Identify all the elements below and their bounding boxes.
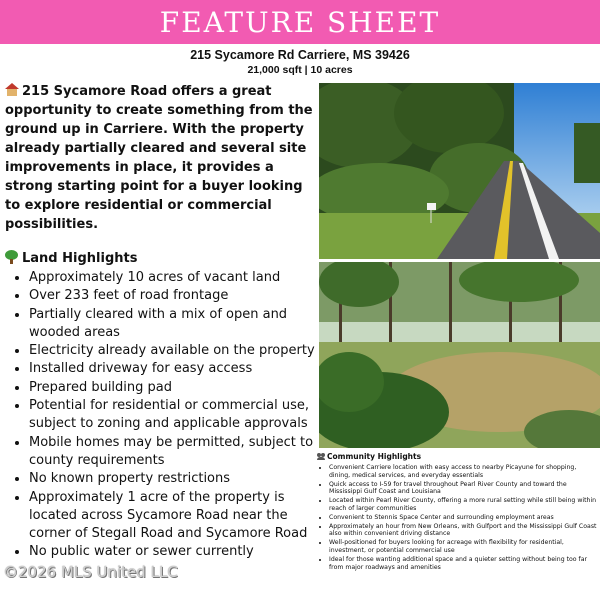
list-item: • Ideal for those wanting additional space and a quieter setting without being too far from major roadways and amenities <box>329 556 598 572</box>
page-title: FEATURE SHEET <box>159 5 441 39</box>
list-item: • Installed driveway for easy access <box>29 360 315 378</box>
property-size: 21,000 sqft | 10 acres <box>247 64 353 76</box>
list-item: • Located within Pearl River County, offering a more rural setting while still being within reach of larger communities <box>329 497 598 513</box>
list-item: • Approximately 10 acres of vacant land <box>29 269 315 287</box>
list-item: • No known property restrictions <box>29 470 315 488</box>
intro-text: 215 Sycamore Road offers a great opportunity to create something from the ground up in Carriere. With the property already partially cleared and several site improvements in place, it provides a strong starting point for a buyer looking to explore residential or commercial possibilities. <box>5 84 313 232</box>
copyright-watermark: ©2026 MLS United LLC <box>3 563 178 581</box>
list-item: • Prepared building pad <box>29 379 315 397</box>
list-item: • Convenient Carriere location with easy access to nearby Picayune for shopping, dining, medical services, and everyday essentials <box>329 464 598 480</box>
list-item: • Approximately 1 acre of the property is located across Sycamore Road near the corner of Stegall Road and Sycamore Road <box>29 489 315 544</box>
house-icon <box>5 83 19 96</box>
list-item: • Partially cleared with a mix of open and wooded areas <box>29 306 315 343</box>
list-item: • Approximately an hour from New Orleans, with Gulfport and the Mississippi Gulf Coast also within convenient driving distance <box>329 523 598 539</box>
list-item: • Mobile homes may be permitted, subject to county requirements <box>29 434 315 471</box>
land-highlights-heading: Land Highlights <box>5 250 315 268</box>
list-item: • Convenient to Stennis Space Center and surrounding employment areas <box>329 514 598 522</box>
property-address: 215 Sycamore Rd Carriere, MS 39426 <box>190 48 410 62</box>
road-photo <box>319 83 600 259</box>
list-item: • Potential for residential or commercial use, subject to zoning and applicable approvals <box>29 397 315 434</box>
intro-paragraph <box>5 82 315 234</box>
list-item: • Electricity already available on the property <box>29 342 315 360</box>
list-item: • Well-positioned for buyers looking for acreage with flexibility for residential, investment, or potential commercial use <box>329 539 598 555</box>
community-highlights-list <box>317 464 598 571</box>
wooded-lot-photo <box>319 262 600 448</box>
community-highlights <box>317 452 598 572</box>
list-item: • Over 233 feet of road frontage <box>29 287 315 305</box>
list-item: • Quick access to I-59 for travel throughout Pearl River County and toward the Mississippi Gulf Coast and Louisiana <box>329 481 598 497</box>
header-banner <box>0 0 600 44</box>
land-highlights-list <box>5 269 315 562</box>
left-column <box>5 82 315 562</box>
people-icon <box>317 453 325 460</box>
community-highlights-heading: Community Highlights <box>317 452 598 461</box>
tree-icon <box>5 250 18 264</box>
list-item: • No public water or sewer currently <box>29 543 315 561</box>
